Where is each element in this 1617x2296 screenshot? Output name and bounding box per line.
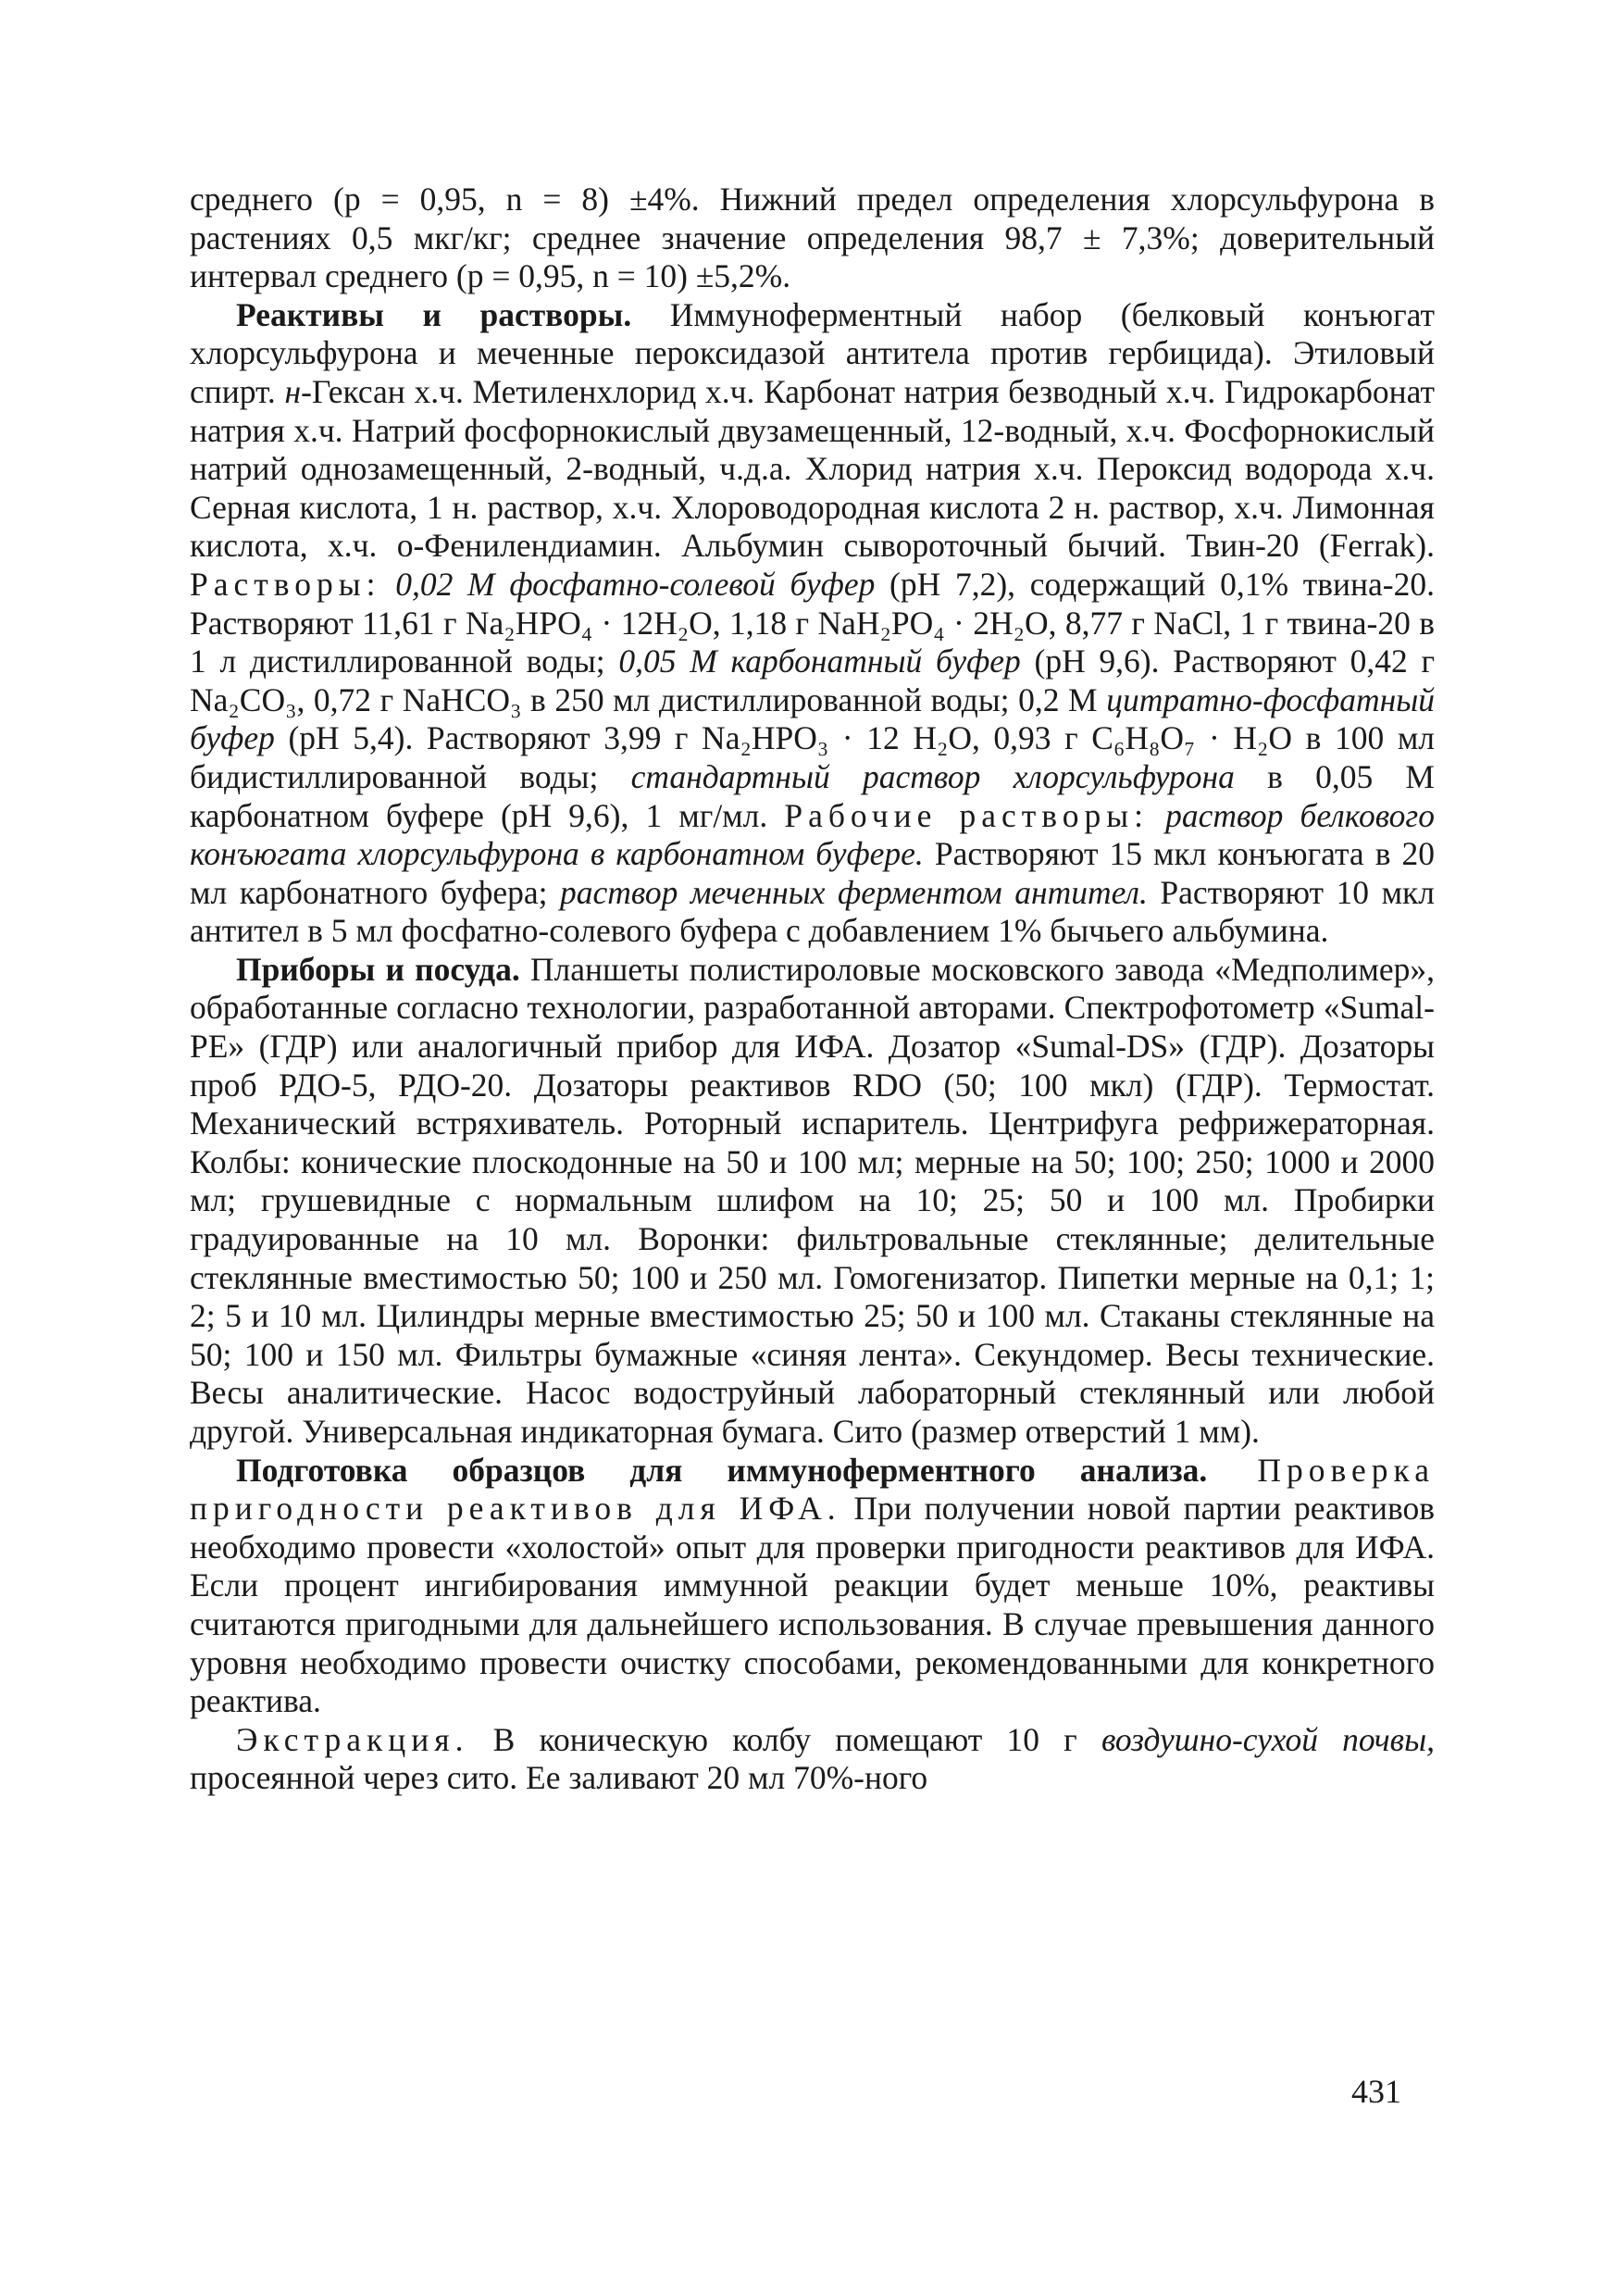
solution-name: стандартный раствор хлорсульфурона [630, 757, 1235, 795]
solutions-label: Растворы: [190, 565, 381, 603]
paragraph-text: (pH 7,2), содержащий 0,1% твина-20. Растворяют 11,61 г Na₂HPO₄ · 12H₂O, 1,18 г NaH₂PO₄ · 2H₂O, 8,77 г NaCl, 1 г твина-20 в 1 л дистиллированной воды; [190, 565, 1436, 680]
paragraph-text: (pH 9,6). Растворяют 0,42 г Na₂CO₃, 0,72 г NaHCO₃ в 250 мл дистиллированной воды; 0,2 М [190, 643, 1435, 718]
section-heading-sample-prep: Подготовка образцов для иммуноферментного анализа. [236, 1451, 1208, 1489]
document-page [190, 181, 1435, 1798]
paragraph-text: Планшеты полистироловые московского завода «Медполимер», обработанные согласно технологии, разработанной авторами. Спектрофотометр «Sumal-PE» (ГДР) или аналогичный прибор для ИФА. Дозатор «Sumal-DS» (ГДР). Дозаторы проб РДО-5, РДО-20. Дозаторы реактивов RDO (50; 100 мкл) (ГДР). Термостат. Механический встряхиватель. Роторный испаритель. Центрифуга рефрижераторная. Колбы: конические плоскодонные на 50 и 100 мл; мерные на 50; 100; 250; 1000 и 2000 мл; грушевидные с нормальным шлифом на 10; 25; 50 и 100 мл. Пробирки градуированные на 10 мл. Воронки: фильтровальные стеклянные; делительные стеклянные вместимостью 50; 100 и 250 мл. Гомогенизатор. Пипетки мерные на 0,1; 1; 2; 5 и 10 мл. Цилиндры мерные вместимостью 25; 50 и 100 мл. Стаканы стеклянные на 50; 100 и 150 мл. Фильтры бумажные «синяя лента». Секундомер. Весы технические. Весы аналитические. Насос водоструйный лабораторный стеклянный или любой другой. Универсальная индикаторная бумага. Сито (размер отверстий 1 мм). [190, 950, 1435, 1450]
working-solutions-label: Рабочие растворы: [784, 796, 1149, 834]
paragraph-text: Иммуноферментный набор (белковый конъюгат хлорсульфурона и меченные пероксидазой антитела против гербицида). Этиловый спирт. [190, 295, 1435, 410]
hexane-prefix: н [284, 372, 302, 410]
subsection-heading-extraction: Экстракция. [236, 1720, 469, 1758]
subsection-heading: Проверка пригодности реактивов для ИФА. [190, 1451, 1435, 1528]
paragraph-text: Растворяют 10 мкл антител в 5 мл фосфатно-солевого буфера с добавлением 1% бычьего альбумина. [190, 873, 1435, 950]
paragraph-italic: воздушно-сухой почвы, [1101, 1720, 1435, 1758]
paragraph-text: (pH 5,4). Растворяют 3,99 г Na₂HPO₃ · 12 H₂O, 0,93 г C₆H₈O₇ · H₂O в 100 мл бидистиллированной воды; [190, 719, 1435, 795]
section-heading-reagents: Реактивы и растворы. [236, 295, 632, 333]
solution-name: 0,05 М карбонатный буфер [618, 643, 1021, 680]
paragraph-sample-prep [190, 1452, 1435, 1721]
paragraph-text: просеянной через сито. Ее заливают 20 мл 70%-ного [190, 1759, 928, 1797]
paragraph-text: При получении новой партии реактивов необходимо провести «холостой» опыт для проверки пригодности реактивов для ИФА. Если процент ингибирования иммунной реакции будет меньше 10%, реактивы считаются пригодными для дальнейшего использования. В случае превышения данного уровня необходимо провести очистку способами, рекомендованными для конкретного реактива. [190, 1490, 1435, 1720]
solution-name: 0,02 М фосфатно-солевой буфер [380, 565, 876, 603]
solution-name: раствор меченных ферментом антител. [560, 873, 1148, 911]
paragraph-precision [190, 181, 1435, 296]
paragraph-text: Растворяют 15 мкл конъюгата в 20 мл карбонатного буфера; [190, 835, 1435, 911]
solution-name: цитратно-фосфатный буфер [190, 680, 1435, 757]
paragraph-text: среднего (p = 0,95, n = 8) ±4%. Нижний предел определения хлорсульфурона в растениях 0,5 мкг/кг; среднее значение определения 98,7 ± 7,3%; доверительный интервал среднего (p = 0,95, n = 10) ±5,2%. [190, 181, 1435, 295]
solution-name: раствор белкового конъюгата хлорсульфурона в карбонатном буфере. [190, 796, 1436, 873]
paragraph-extraction [190, 1721, 1435, 1798]
page-number: 431 [1351, 2073, 1401, 2110]
paragraph-text: В коническую колбу помещают 10 г [468, 1720, 1101, 1758]
paragraph-text: в 0,05 М карбонатном буфере (pH 9,6), 1 мг/мл. [190, 757, 1435, 834]
paragraph-equipment [190, 951, 1435, 1452]
paragraph-text: -Гексан х.ч. Метиленхлорид х.ч. Карбонат натрия безводный х.ч. Гидрокарбонат натрия х.ч. Натрий фосфорнокислый двузамещенный, 12-водный, х.ч. Фосфорнокислый натрий однозамещенный, 2-водный, ч.д.а. Хлорид натрия х.ч. Пероксид водорода х.ч. Серная кислота, 1 н. раствор, х.ч. Хлороводородная кислота 2 н. раствор, х.ч. Лимонная кислота, х.ч. о-Фенилендиамин. Альбумин сывороточный бычий. Твин-20 (Ferrak). [190, 372, 1435, 565]
section-heading-equipment: Приборы и посуда. [236, 950, 520, 988]
paragraph-reagents [190, 296, 1435, 951]
